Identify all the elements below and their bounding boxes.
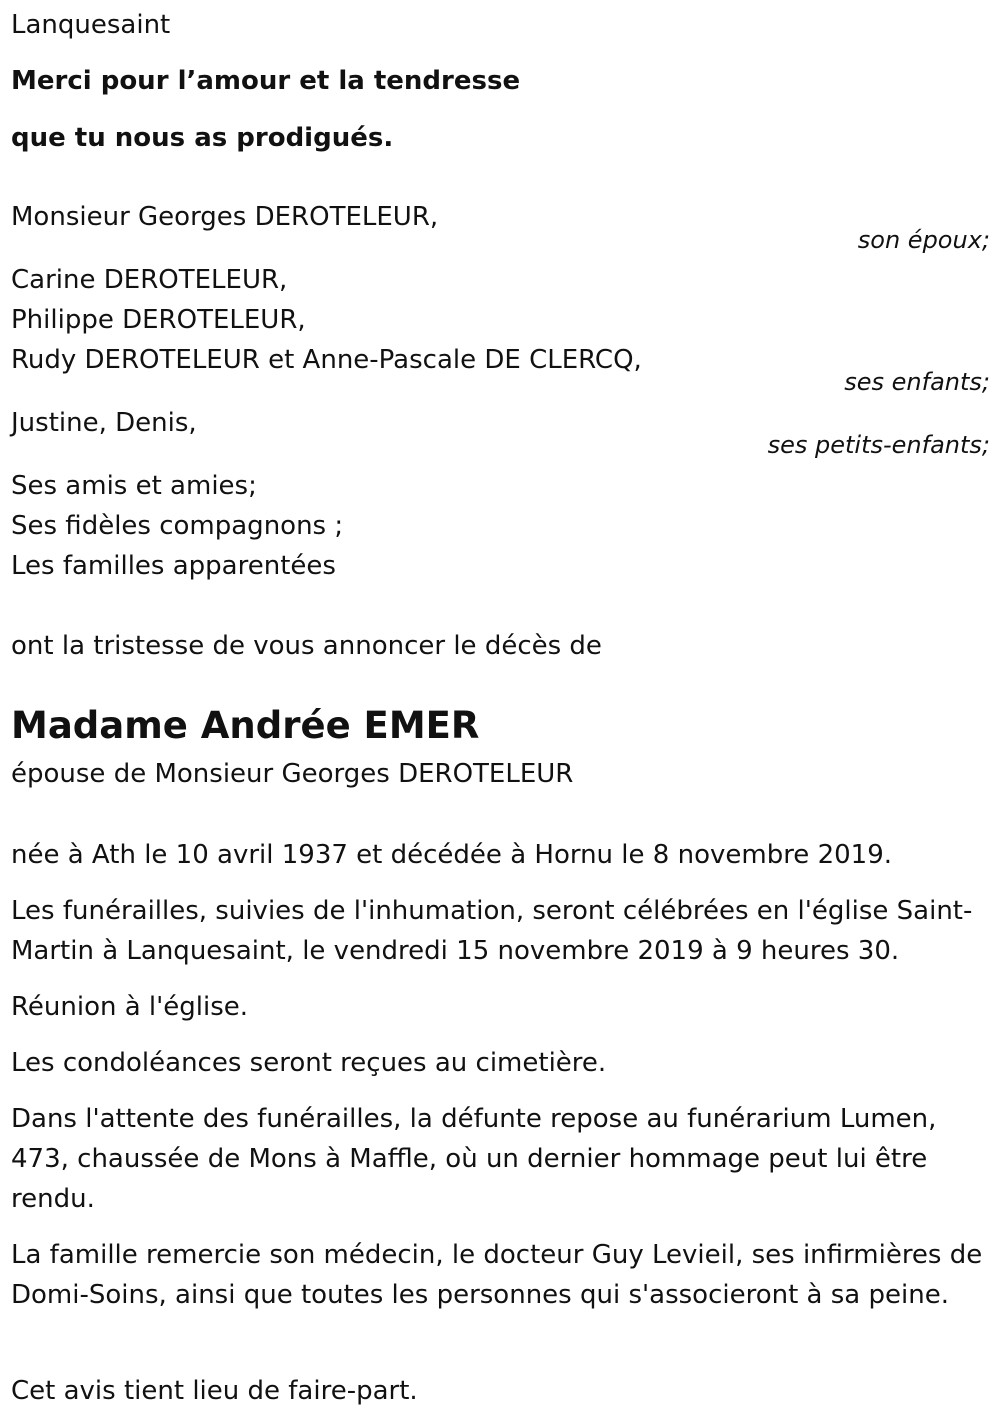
announcement-intro: ont la tristesse de vous annoncer le décès de — [11, 631, 602, 661]
spouse-name: Monsieur Georges DEROTELEUR, — [11, 202, 439, 232]
meeting-text: Réunion à l'église. — [11, 992, 249, 1022]
notice-text: Cet avis tient lieu de faire-part. — [11, 1376, 418, 1406]
spouse-role: son époux; — [857, 226, 990, 254]
deceased-relation: épouse de Monsieur Georges DEROTELEUR — [11, 759, 574, 789]
deceased-name: Madame Andrée EMER — [11, 704, 480, 747]
grandchildren-role: ses petits-enfants; — [767, 431, 990, 459]
child-name: Carine DEROTELEUR, — [11, 265, 288, 295]
others-line: Ses amis et amies; — [11, 471, 257, 501]
children-role: ses enfants; — [844, 368, 990, 396]
quote-line-2: que tu nous as prodigués. — [11, 123, 394, 153]
others-line: Les familles apparentées — [11, 551, 336, 581]
funeral-text: Les funérailles, suivies de l'inhumation, seront célébrées en l'église Saint-Martin à Lanquesaint, le vendredi 15 novembre 2019 à 9 heures 30. — [11, 896, 973, 966]
others-line: Ses fidèles compagnons ; — [11, 511, 344, 541]
thanks-text: La famille remercie son médecin, le docteur Guy Levieil, ses infirmières de Domi-Soins, ainsi que toutes les personnes qui s'associeront à sa peine. — [11, 1240, 983, 1310]
child-name: Philippe DEROTELEUR, — [11, 305, 306, 335]
place-name: Lanquesaint — [11, 10, 171, 40]
child-name: Rudy DEROTELEUR et Anne-Pascale DE CLERCQ, — [11, 345, 642, 375]
grandchildren-names: Justine, Denis, — [11, 408, 197, 438]
condolences-text: Les condoléances seront reçues au cimetière. — [11, 1048, 607, 1078]
repose-text: Dans l'attente des funérailles, la défunte repose au funérarium Lumen, 473, chaussée de Mons à Maffle, où un dernier hommage peut lui être rendu. — [11, 1104, 937, 1214]
quote-line-1: Merci pour l’amour et la tendresse — [11, 66, 521, 96]
birth-death-text: née à Ath le 10 avril 1937 et décédée à Hornu le 8 novembre 2019. — [11, 840, 893, 870]
